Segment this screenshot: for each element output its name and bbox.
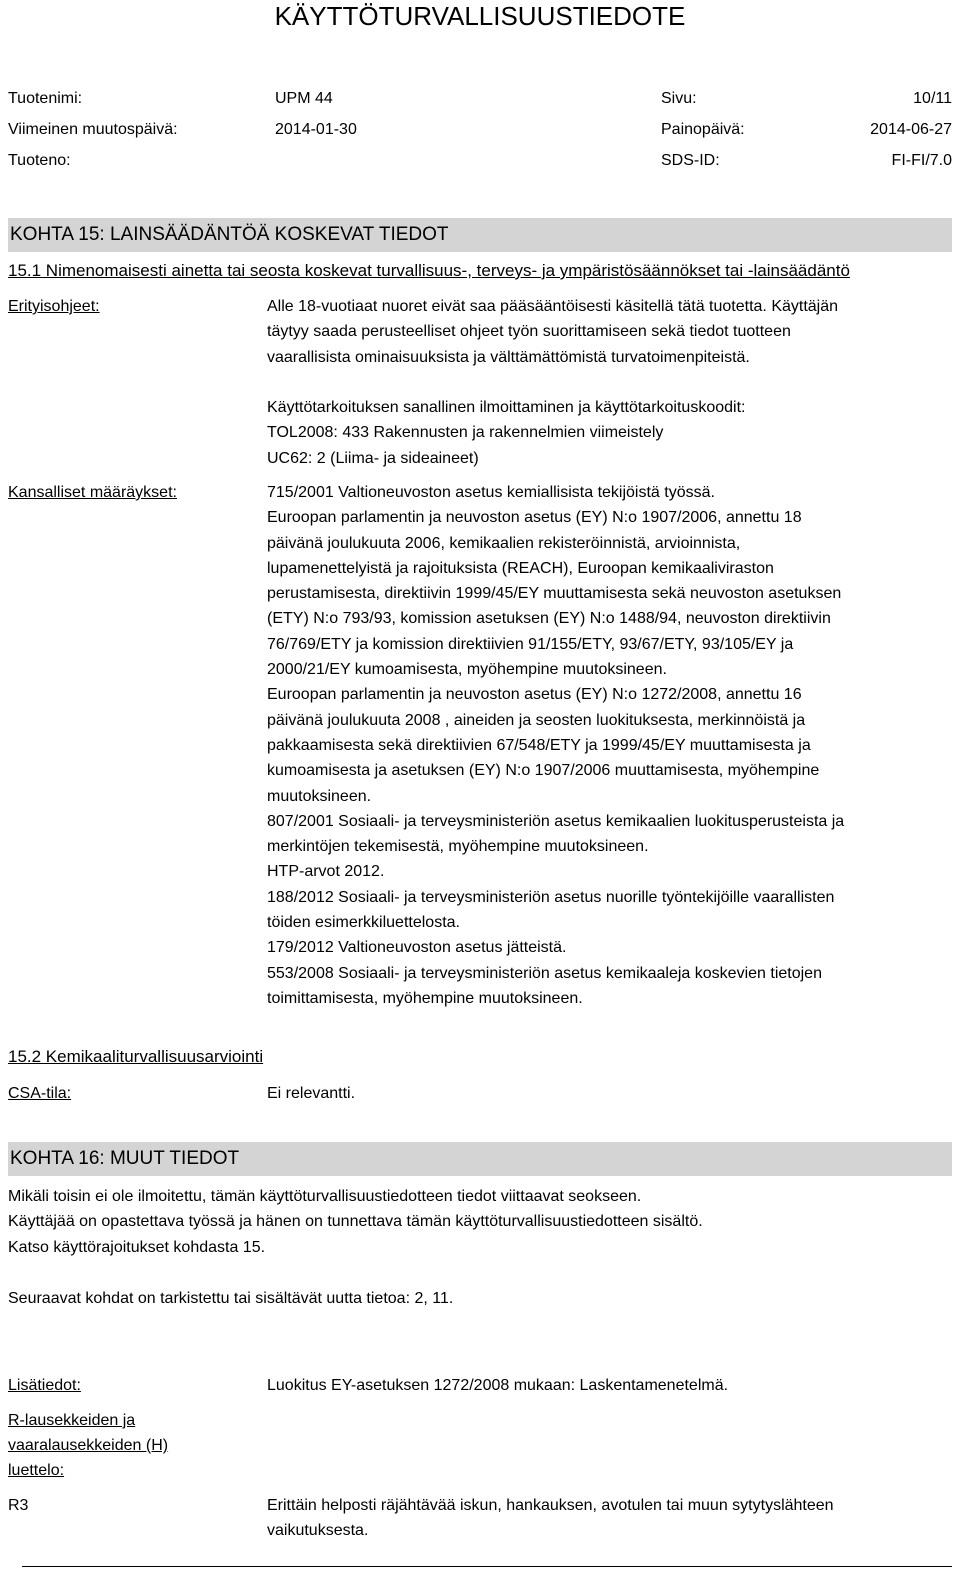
text-line: UC62: 2 (Liima- ja sideaineet) — [267, 449, 479, 467]
text-line: Käyttäjää on opastettava työssä ja hänen on tunnettava tämän käyttöturvallisuustiedotteen sisältö. — [8, 1213, 703, 1231]
page-value: 10/11 — [913, 90, 952, 107]
revised-sections-note — [8, 1286, 952, 1311]
section-16-intro — [8, 1184, 952, 1260]
text-line: Käyttötarkoituksen sanallinen ilmoittaminen ja käyttötarkoituskoodit: — [267, 399, 746, 416]
label-line: luettelo: — [8, 1462, 65, 1479]
text-line: 553/2008 Sosiaali- ja terveysministeriön asetus kemikaaleja koskevien tietojen — [267, 964, 822, 982]
text-line: Ei relevantti. — [267, 1085, 356, 1102]
r3-code — [8, 1493, 208, 1518]
text-line: 188/2012 Sosiaali- ja terveysministeriön asetus nuorille työntekijöille vaarallisten — [267, 888, 835, 906]
text-line: Euroopan parlamentin ja neuvoston asetus (EY) N:o 1907/2006, annettu 18 — [267, 509, 802, 527]
sds-id-value: FI-FI/7.0 — [891, 152, 952, 169]
national-regulations-text — [267, 480, 957, 1011]
product-name-value: UPM 44 — [275, 90, 333, 107]
text-line: toimittamisesta, myöhempine muutoksineen. — [267, 989, 583, 1007]
text-line: töiden esimerkkiluettelosta. — [267, 914, 460, 932]
r3-description — [267, 1493, 957, 1544]
text-line: päivänä joulukuuta 2008 , aineiden ja seosten luokituksesta, merkinnöistä ja — [267, 711, 806, 729]
revision-date-value: 2014-01-30 — [275, 121, 357, 138]
text-line: 807/2001 Sosiaali- ja terveysministeriön asetus kemikaalien luokitusperusteista ja — [267, 812, 845, 830]
text-line: 179/2012 Valtioneuvoston asetus jätteistä. — [267, 939, 567, 957]
text-line: merkintöjen tekemisestä, myöhempine muutoksineen. — [267, 838, 649, 856]
r-phrases-list-label — [8, 1408, 168, 1483]
product-name-label: Tuotenimi: — [8, 90, 83, 107]
special-instructions-text — [267, 294, 957, 370]
text-line: Alle 18-vuotiaat nuoret eivät saa pääsääntöisesti käsitellä tätä tuotetta. Käyttäjän — [267, 298, 839, 315]
revision-date-label: Viimeinen muutospäivä: — [8, 121, 178, 138]
footer-divider — [22, 1566, 952, 1567]
text-line: lupamenettelyistä ja rajoituksista (REACH), Euroopan kemikaaliviraston — [267, 559, 774, 577]
csa-status-value — [267, 1081, 957, 1106]
document-title: KÄYTTÖTURVALLISUUSTIEDOTE — [274, 1, 686, 31]
csa-status-label: CSA-tila: — [8, 1085, 72, 1102]
text-line: 2000/21/EY kumoamisesta, myöhempine muutoksineen. — [267, 661, 667, 679]
page-label: Sivu: — [661, 90, 697, 107]
text-line: HTP-arvot 2012. — [267, 863, 385, 881]
sds-id-label: SDS-ID: — [661, 152, 720, 169]
text-line: Erittäin helposti räjähtävää iskun, hankauksen, avotulen tai muun sytytyslähteen — [267, 1497, 834, 1514]
text-line: Katso käyttörajoitukset kohdasta 15. — [8, 1238, 266, 1256]
subsection-15-2-heading: 15.2 Kemikaaliturvallisuusarviointi — [8, 1047, 264, 1066]
text-line: vaikutuksesta. — [267, 1522, 369, 1540]
text-line: Mikäli toisin ei ole ilmoitettu, tämän käyttöturvallisuustiedotteen tiedot viittaavat seokseen. — [8, 1188, 642, 1205]
text-line: muutoksineen. — [267, 787, 372, 805]
text-line: R3 — [8, 1497, 29, 1514]
subsection-15-1-heading: 15.1 Nimenomaisesti ainetta tai seosta koskevat turvallisuus-, terveys- ja ympäristösäännökset tai -lainsäädäntö — [8, 261, 850, 280]
special-instructions-label: Erityisohjeet: — [8, 298, 100, 315]
print-date-label: Painopäivä: — [661, 121, 745, 138]
text-line: vaarallisista ominaisuuksista ja välttämättömistä turvatoimenpiteistä. — [267, 348, 750, 366]
text-line: perustamisesta, direktiivin 1999/45/EY muuttamisesta sekä neuvoston asetuksen — [267, 585, 842, 603]
additional-info-label: Lisätiedot: — [8, 1377, 81, 1394]
national-regulations-label: Kansalliset määräykset: — [8, 484, 177, 501]
text-line: täytyy saada perusteelliset ohjeet työn suorittamiseen sekä tiedot tuotteen — [267, 323, 791, 341]
label-line: vaaralausekkeiden (H) — [8, 1437, 169, 1454]
text-line: päivänä joulukuuta 2006, kemikaalien rekisteröinnistä, arvioinnista, — [267, 534, 741, 552]
text-line: kumoamisesta ja asetuksen (EY) N:o 1907/2006 muuttamisesta, myöhempine — [267, 762, 820, 780]
text-line: Seuraavat kohdat on tarkistettu tai sisältävät uutta tietoa: 2, 11. — [8, 1290, 454, 1307]
text-line: (ETY) N:o 793/93, komission asetuksen (EY) N:o 1488/94, neuvoston direktiivin — [267, 610, 831, 628]
print-date-value: 2014-06-27 — [870, 121, 952, 138]
additional-info-value — [267, 1373, 957, 1398]
label-line: R-lausekkeiden ja — [8, 1412, 136, 1429]
text-line: 76/769/ETY ja komission direktiivien 91/155/ETY, 93/67/ETY, 93/105/EY ja — [267, 635, 794, 653]
product-number-label: Tuoteno: — [8, 152, 71, 169]
section-15-heading: KOHTA 15: LAINSÄÄDÄNTÖÄ KOSKEVAT TIEDOT — [8, 218, 952, 252]
text-line: pakkaamisesta sekä direktiivien 67/548/ETY ja 1999/45/EY muuttamisesta ja — [267, 736, 811, 754]
section-16-heading: KOHTA 16: MUUT TIEDOT — [8, 1142, 952, 1176]
text-line: Euroopan parlamentin ja neuvoston asetus (EY) N:o 1272/2008, annettu 16 — [267, 686, 802, 704]
text-line: TOL2008: 433 Rakennusten ja rakennelmien viimeistely — [267, 424, 664, 442]
text-line: 715/2001 Valtioneuvoston asetus kemiallisista tekijöistä työssä. — [267, 484, 715, 501]
use-codes-text — [267, 395, 957, 471]
text-line: Luokitus EY-asetuksen 1272/2008 mukaan: Laskentamenetelmä. — [267, 1377, 729, 1394]
